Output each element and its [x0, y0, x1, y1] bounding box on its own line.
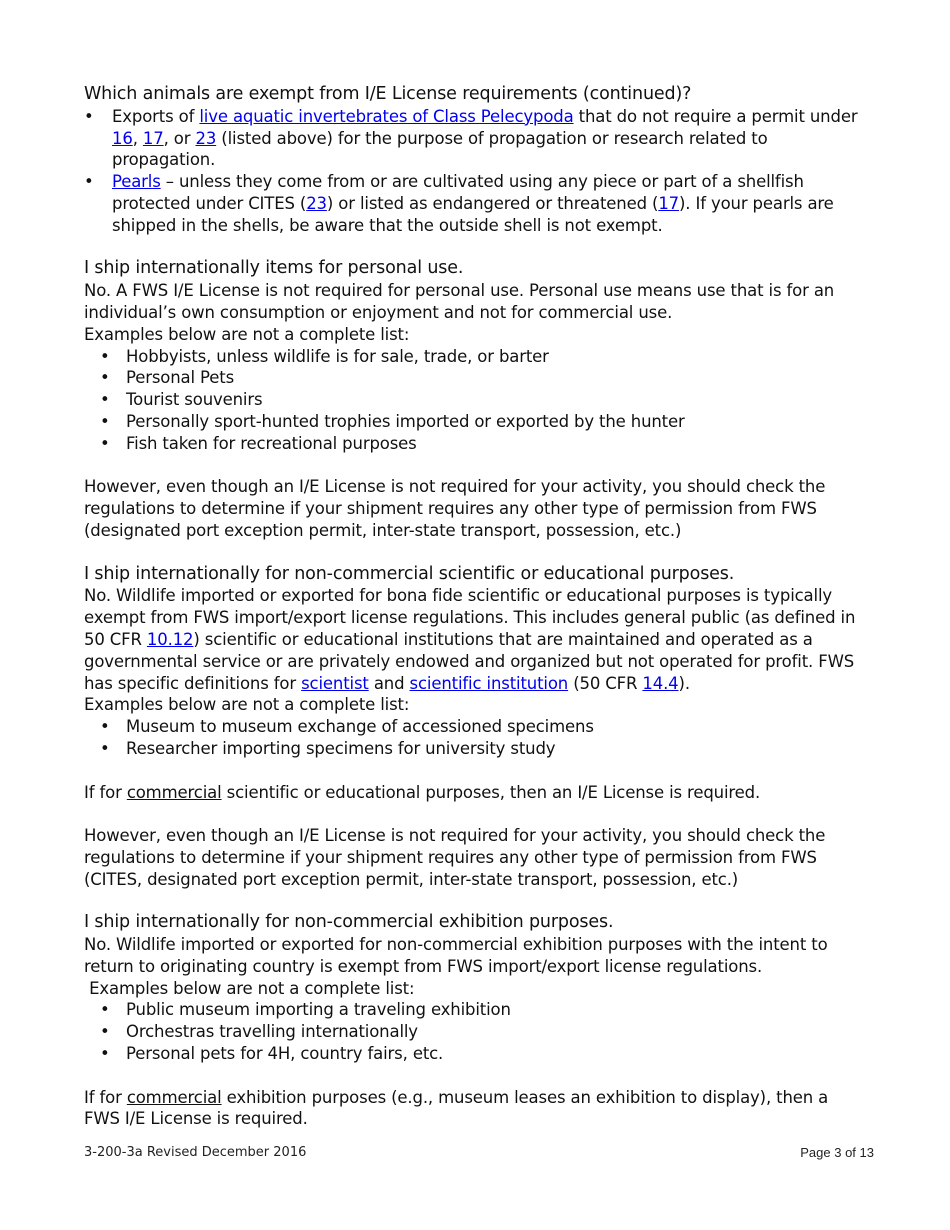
link-17-endangered[interactable]: 17: [658, 193, 680, 213]
section-heading-exempt-animals: Which animals are exempt from I/E License requirements (continued)?: [84, 84, 692, 104]
link-scientific-institution[interactable]: scientific institution: [409, 673, 569, 693]
list-item: • Personal Pets: [84, 367, 864, 389]
link-14-4[interactable]: 14.4: [642, 673, 679, 693]
examples-label: Examples below are not a complete list:: [84, 978, 415, 998]
link-23[interactable]: 23: [195, 128, 217, 148]
examples-label: Examples below are not a complete list:: [84, 324, 410, 344]
document-body: [84, 84, 864, 1130]
list-item: • Hobbyists, unless wildlife is for sale, trade, or barter: [84, 346, 864, 368]
link-scientist[interactable]: scientist: [301, 673, 369, 693]
section-heading-scientific: I ship internationally for non-commercial scientific or educational purposes.: [84, 563, 735, 584]
link-17[interactable]: 17: [142, 128, 164, 148]
form-revision: 3-200-3a Revised December 2016: [84, 1145, 307, 1160]
commercial-underlined: commercial: [126, 782, 222, 802]
list-item: • Exports of live aquatic invertebrates of Class Pelecypoda that do not require a permit under 16, 17, or 23 (listed above) for the purpose of propagation or research related to propagation.: [84, 106, 864, 171]
list-item: • Public museum importing a traveling exhibition: [84, 999, 864, 1021]
link-10-12[interactable]: 10.12: [146, 629, 194, 649]
list-item: • Personally sport-hunted trophies imported or exported by the hunter: [84, 411, 864, 433]
exempt-animals-list: [84, 106, 864, 237]
list-item: • Pearls – unless they come from or are cultivated using any piece or part of a shellfish protected under CITES (23) or listed as endangered or threatened (17). If your pearls are shipped in the shells, be aware that the outside shell is not exempt.: [84, 171, 864, 236]
list-item: • Researcher importing specimens for university study: [84, 738, 864, 760]
list-item: • Personal pets for 4H, country fairs, etc.: [84, 1043, 864, 1065]
link-pelecypoda[interactable]: live aquatic invertebrates of Class Pelecypoda: [199, 106, 574, 126]
scientific-paragraph: No. Wildlife imported or exported for bona fide scientific or educational purposes is typically exempt from FWS import/export license regulations. This includes general public (as defined in 50 CFR 10.12) scientific or educational institutions that are maintained and operated as a governmental service or are privately endowed and organized but not operated for profit. FWS has specific definitions for scientist and scientific institution (50 CFR 14.4).: [84, 586, 856, 693]
however-paragraph: However, even though an I/E License is not required for your activity, you should check the regulations to determine if your shipment requires any other type of permission from FWS (designated port exception permit, inter-state transport, possession, etc.): [84, 477, 826, 540]
link-23-cites[interactable]: 23: [306, 193, 327, 213]
section-heading-personal-use: I ship internationally items for personal use.: [84, 258, 464, 279]
personal-use-paragraph: No. A FWS I/E License is not required for personal use. Personal use means use that is for an individual’s own consumption or enjoyment and not for commercial use.: [84, 281, 835, 322]
list-item: • Museum to museum exchange of accessioned specimens: [84, 716, 864, 738]
section-heading-exhibition: I ship internationally for non-commercial exhibition purposes.: [84, 912, 614, 933]
exhibition-paragraph: No. Wildlife imported or exported for non-commercial exhibition purposes with the intent to return to originating country is exempt from FWS import/export license regulations.: [84, 935, 828, 976]
link-pearls[interactable]: Pearls: [112, 172, 161, 192]
page-footer: [84, 1145, 874, 1160]
page-number: Page 3 of 13: [800, 1145, 874, 1160]
exhibition-examples-list: [84, 999, 864, 1064]
list-item: • Tourist souvenirs: [84, 389, 864, 411]
scientific-examples-list: [84, 716, 864, 760]
link-16[interactable]: 16: [112, 128, 133, 148]
commercial-underlined: commercial: [126, 1087, 222, 1107]
personal-use-examples-list: [84, 346, 864, 455]
commercial-exhibition-paragraph: If for commercial exhibition purposes (e.g., museum leases an exhibition to display), then a FWS I/E License is required.: [84, 1087, 829, 1129]
commercial-scientific-paragraph: If for commercial scientific or educational purposes, then an I/E License is required.: [84, 782, 761, 802]
list-item: • Fish taken for recreational purposes: [84, 433, 864, 455]
examples-label: Examples below are not a complete list:: [84, 695, 410, 715]
however-paragraph: However, even though an I/E License is not required for your activity, you should check the regulations to determine if your shipment requires any other type of permission from FWS (CITES, designated port exception permit, inter-state transport, possession, etc.): [84, 826, 826, 889]
list-item: • Orchestras travelling internationally: [84, 1021, 864, 1043]
